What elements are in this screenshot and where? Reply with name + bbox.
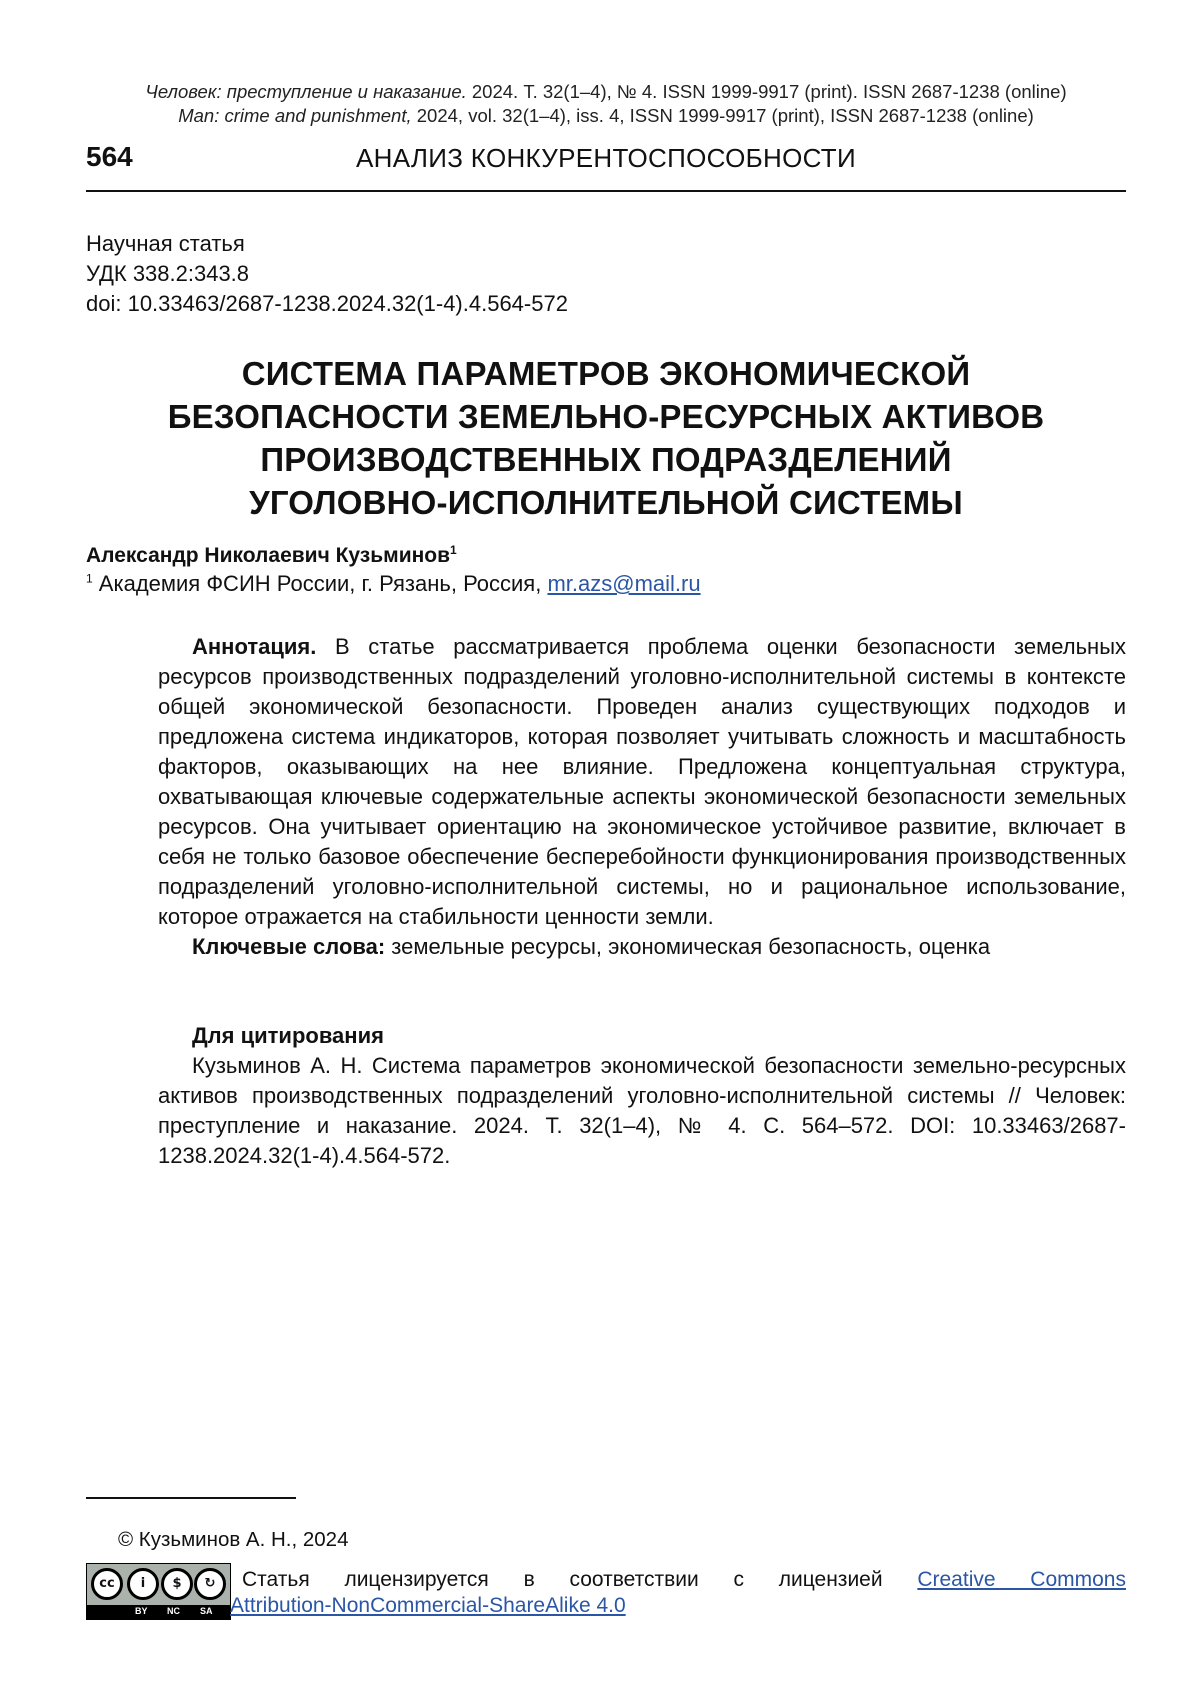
license-link-part1[interactable]: Creative Commons [917, 1568, 1126, 1591]
keywords-label: Ключевые слова: [192, 934, 386, 959]
citation-text: Кузьминов А. Н. Система параметров экономической безопасности земельно-ресурсных активов производственных подразделений уголовно-исполнительной системы // Человек: преступление и наказание. 2024. Т. 32(1–4), № 4. С. 564–572. DOI: 10.33463/2687-1238.2024.32(1-4).4.564-572. [158, 1053, 1126, 1168]
cc-icon: cc [91, 1568, 123, 1600]
author-name: Александр Николаевич Кузьминов$^1$ [86, 543, 457, 567]
citation-block [158, 1021, 1126, 1171]
title-line: БЕЗОПАСНОСТИ ЗЕМЕЛЬНО-РЕСУРСНЫХ АКТИВОВ [167, 398, 1045, 435]
footnote-divider [86, 1497, 296, 1499]
section-title: АНАЛИЗ КОНКУРЕНТОСПОСОБНОСТИ [356, 143, 856, 173]
cc-by-nc-sa-badge[interactable] [86, 1563, 231, 1620]
license-statement [230, 1567, 1126, 1617]
noncommercial-icon: $ [161, 1568, 193, 1600]
abstract-block [158, 632, 1126, 962]
title-line: ПРОИЗВОДСТВЕННЫХ ПОДРАЗДЕЛЕНИЙ [260, 441, 952, 478]
journal-running-header [86, 80, 1126, 128]
abstract-text: В статье рассматривается проблема оценки безопасности земельных ресурсов производственных подразделений уголовно-исполнительной системы в контексте общей экономической безопасности. Проведен анализ существующих подходов и предложена система индикаторов, которая позволяет учитывать сложность и масштабность факторов, оказывающих на нее влияние. Предложена концептуальная структура, охватывающая ключевые содержательные аспекты экономической безопасности земельных ресурсов. Она учитывает ориентацию на экономическое устойчивое развитие, включает в себя не только базовое обеспечение бесперебойности функционирования производственных подразделений уголовно-исполнительной системы, но и рациональное использование, которое отражается на стабильности ценности земли. [158, 634, 1126, 929]
article-title [86, 352, 1126, 524]
cc-label-sa: SA [200, 1606, 213, 1616]
abstract-paragraph [158, 632, 1126, 932]
doi-line: doi: 10.33463/2687-1238.2024.32(1-4).4.564-572 [86, 291, 568, 316]
cc-label-nc: NC [167, 1606, 180, 1616]
attribution-icon: i [127, 1568, 159, 1600]
running-header-en: Man: crime and punishment, 2024, vol. 32(1–4), iss. 4, ISSN 1999-9917 (print), ISSN 2687-1238 (online) [178, 105, 1034, 126]
article-meta [86, 229, 568, 319]
article-type: Научная статья [86, 231, 245, 256]
author-email-link[interactable]: mr.azs@mail.ru [547, 571, 701, 596]
sharealike-icon: ↻ [194, 1568, 226, 1600]
license-link-part2[interactable]: Attribution-NonCommercial-ShareAlike 4.0 [230, 1594, 626, 1617]
keywords-text: земельные ресурсы, экономическая безопасность, оценка [385, 934, 991, 959]
license-line-1: Статья лицензируется в соответствии с лицензией Creative Commons [242, 1568, 1126, 1591]
citation-heading: Для цитирования [192, 1023, 384, 1048]
title-line: СИСТЕМА ПАРАМЕТРОВ ЭКОНОМИЧЕСКОЙ [241, 355, 971, 392]
author-affiliation: $^1$ Академия ФСИН России, г. Рязань, Россия, mr.azs@mail.ru [86, 571, 701, 596]
udk-code: УДК 338.2:343.8 [86, 261, 250, 286]
cc-label-by: BY [135, 1606, 148, 1616]
cc-badge-icons [87, 1564, 230, 1605]
cc-badge-labels [87, 1605, 230, 1619]
page-header-row [86, 141, 1126, 181]
abstract-label: Аннотация. [192, 634, 317, 659]
title-line: УГОЛОВНО-ИСПОЛНИТЕЛЬНОЙ СИСТЕМЫ [249, 484, 963, 521]
running-header-ru: Человек: преступление и наказание. 2024. Т. 32(1–4), № 4. ISSN 1999-9917 (print). ISSN 2687-1238 (online) [145, 81, 1067, 102]
copyright-notice: © Кузьминов А. Н., 2024 [118, 1528, 349, 1551]
keywords-paragraph [158, 932, 1126, 962]
header-divider [86, 190, 1126, 192]
page-number: 564 [86, 141, 133, 172]
